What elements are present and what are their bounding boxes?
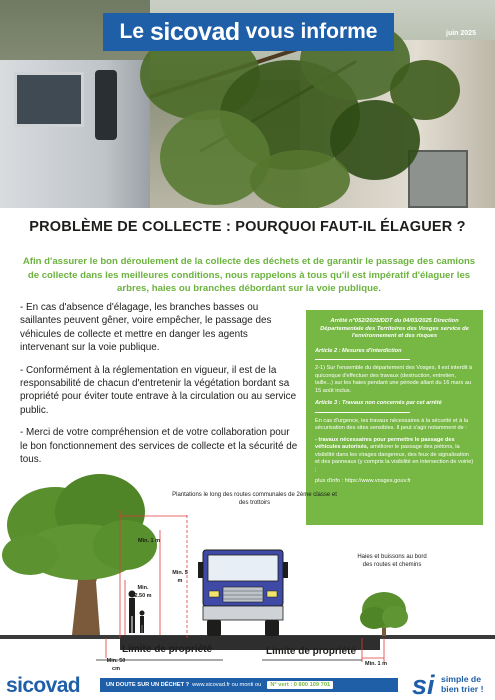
page-footer (0, 672, 495, 700)
photo-truck-window (14, 72, 84, 127)
intro-text: Afin d'assurer le bon déroulement de la collecte des déchets et de garantir le passage des camions de collecte dans les meilleures conditions, nous rappelons à tous qu'il est impératif d'élaguer les arbres, haies ou branches débordant sur la voie publique. (22, 256, 476, 295)
article2-text: 2-1) Sur l'ensemble du département des Vosges, il est interdit à quiconque d'effectuer des travaux (destruction, entretien, taille...) sur les haies pendant une période allant du 16 mars au 15 août inclus. (315, 365, 473, 394)
slogan-line2: bien trier ! (441, 683, 484, 694)
label-min5m: Min. 5 m (172, 570, 188, 584)
banner-brand: sicovad (150, 17, 240, 46)
label-min50cm: Min. 50 cm (106, 658, 126, 672)
collection-truck (198, 550, 288, 636)
divider (315, 359, 410, 360)
banner-prefix: Le (119, 20, 145, 43)
label-min250: Min. 2.50 m (134, 585, 152, 599)
body-text-column (20, 301, 298, 476)
footer-website[interactable]: www.sicovad.fr ou monti ou (192, 682, 262, 688)
roadside-hedge (360, 592, 408, 636)
photo-waste-cart (408, 150, 468, 208)
slogan-si: si (412, 670, 435, 700)
article3-text: En cas d'urgence, les travaux nécessaires à la sécurité et à la sécurisation des sites sensibles. Il peut s'agir notamment de : (315, 417, 469, 432)
slogan-line1: simple de (441, 674, 482, 684)
decree-reference: Arrêté n°052/2025/DDT du 04/03/2025 Direction Départementale des Territoires des Vosges service de l'environnement et des risques (320, 318, 469, 340)
article2-title: Article 2 : Mesures d'interdiction (315, 347, 402, 354)
header-banner (103, 13, 394, 51)
caption-right: Haies et buissons au bord des routes et chemins (357, 554, 427, 568)
footer-contact-bar (100, 678, 398, 692)
article3-title: Article 3 : Travaux non concernés par cet arrêté (315, 400, 442, 407)
paragraph-remerciement: - Merci de votre compréhension et de votre collaboration pour le bon fonctionnement des services de collecte et la sécurité de tous. (20, 427, 298, 465)
paragraph-reglementation: - Conformément à la réglementation en vigueur, il est de la responsabilité de chacun d'entretenir la végétation bordant sa propriété pour éviter toute entrave à la circulation ou au service public. (20, 364, 297, 416)
divider (315, 412, 410, 413)
caption-left: Plantations le long des routes communales de 2ème classe et des trottoirs (172, 492, 337, 506)
photo-foliage (250, 150, 350, 208)
footer-logo: sicovad (6, 674, 81, 697)
banner-suffix: vous informe (245, 20, 378, 43)
issue-date: juin 2025 (446, 30, 476, 37)
pruning-illustration (0, 470, 495, 675)
footer-question: UN DOUTE SUR UN DÉCHET ? (106, 682, 190, 688)
article3-list (315, 437, 474, 475)
article3-rest: améliorer le passage des piétons, la visibilité dans les virages dangereux, des feux de signalisation et des panneaux (y compris la visibilité en intersection de voirie) ; (315, 444, 474, 473)
paragraph-elagage: - En cas d'absence d'élagage, les branches basses ou saillantes peuvent gêner, voire empêcher, le passage des véhicules de collecte et mettre en danger les agents intervenant sur la voie publique. (20, 302, 272, 353)
footer-phone-number[interactable]: N° vert : 0 800 109 701 (267, 681, 333, 689)
photo-foliage (390, 60, 460, 120)
photo-truck-mirror (95, 70, 117, 140)
more-info-link[interactable]: plus d'info : https://www.vosges.gouv.fr (315, 478, 411, 485)
slogan-text (441, 675, 483, 694)
label-min1m-top: Min. 1 m (138, 538, 161, 544)
label-min1m-right: Min. 1 m (365, 661, 388, 667)
page-title: PROBLÈME DE COLLECTE : POURQUOI FAUT-IL ÉLAGUER ? (29, 219, 466, 235)
property-limit-left: Limite de propriété (122, 644, 213, 655)
property-limit-right: Limite de propriété (266, 646, 357, 657)
article3-bold: - travaux nécessaires pour permettre le passage des véhicules autorisés, (315, 436, 455, 451)
